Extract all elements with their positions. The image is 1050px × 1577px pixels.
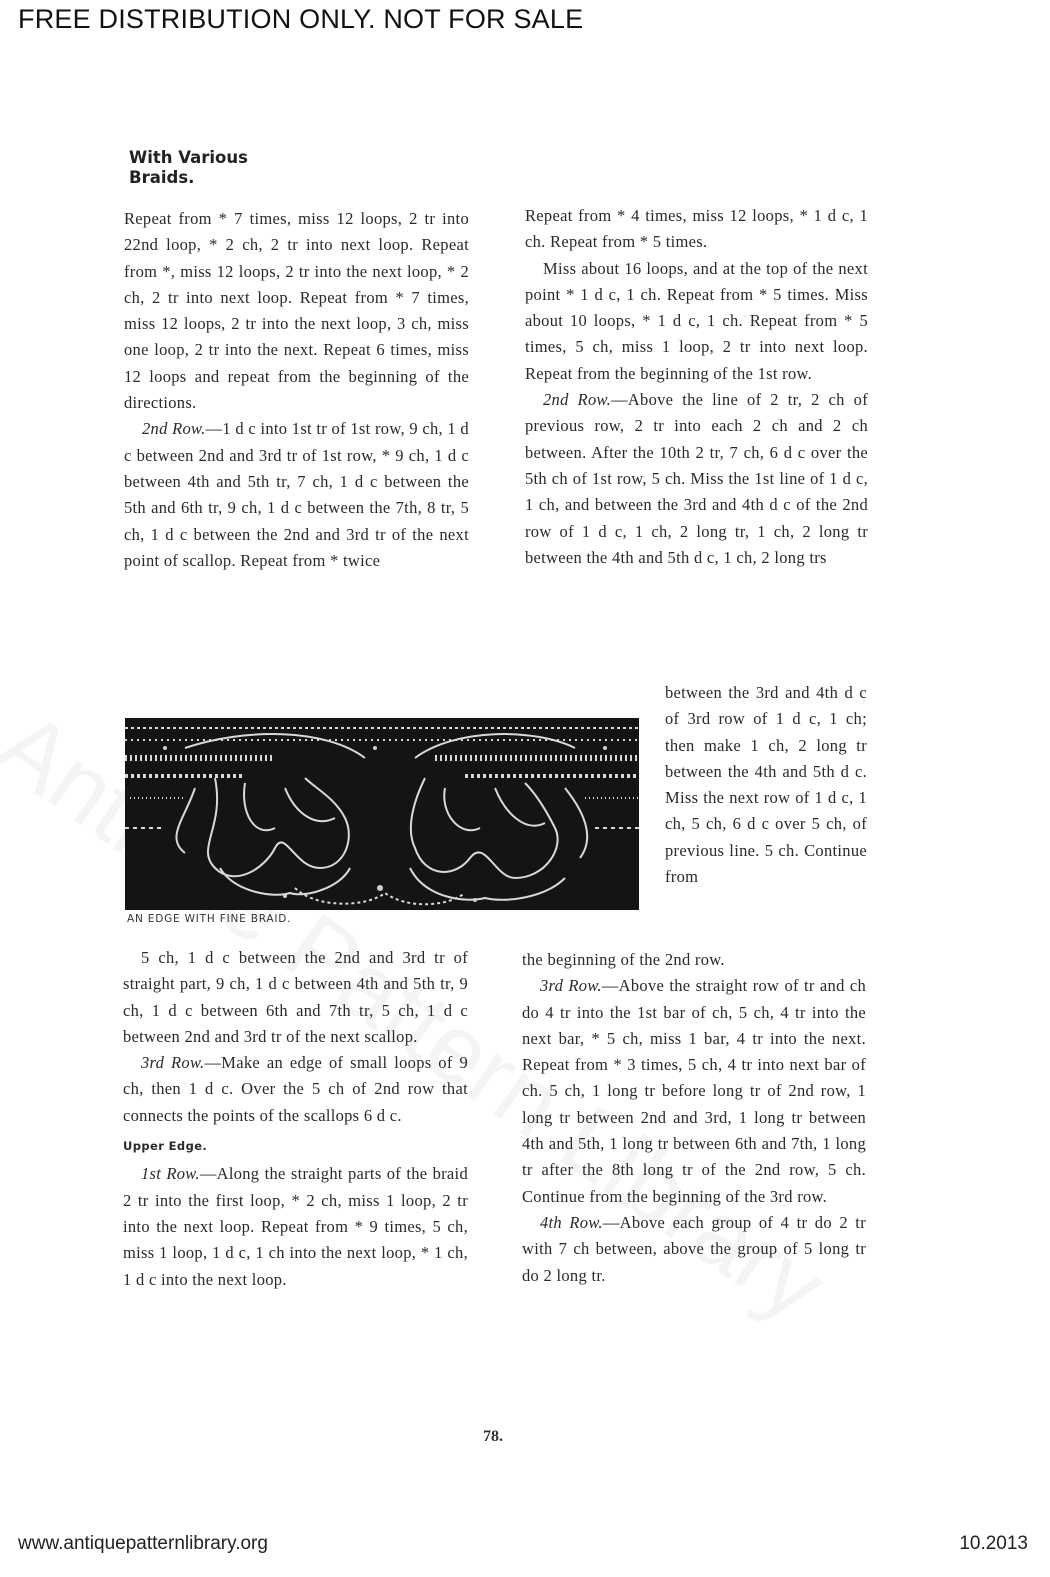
paragraph <box>124 416 469 574</box>
paragraph: Miss about 16 loops, and at the top of the next point * 1 d c, 1 ch. Repeat from * 5 times. Miss about 10 loops, * 1 d c, 1 ch. Repeat from * 5 times, 5 ch, miss 1 loop, 2 tr into next loop. Repeat from the beginning of the 1st row. <box>525 258 868 383</box>
footer-website: www.antiquepatternlibrary.org <box>18 1533 268 1554</box>
figure-caption: AN EDGE WITH FINE BRAID. <box>127 913 292 925</box>
row-label: 3rd Row. <box>141 1053 205 1073</box>
section-title <box>129 148 248 188</box>
section-title-line-2: Braids. <box>129 168 195 187</box>
paragraph: Repeat from * 7 times, miss 12 loops, 2 tr into 22nd loop, * 2 ch, 2 tr into next loop. Repeat from *, miss 12 loops, 2 tr into the next loop, * 2 ch, 2 tr into next loop. Repeat from * 7 times, miss 12 loops, 2 tr into the next loop, 3 ch, miss one loop, 2 tr into the next. Repeat 6 times, miss 12 loops and repeat from the beginning of the directions. <box>124 209 469 413</box>
right-column-narrow <box>665 680 867 890</box>
footer-date: 10.2013 <box>959 1533 1028 1554</box>
paragraph <box>123 1161 468 1292</box>
right-column-top <box>525 203 868 571</box>
row-label: 4th Row. <box>540 1212 603 1232</box>
paragraph <box>522 1210 866 1289</box>
right-column-bottom <box>522 947 866 1289</box>
paragraph <box>522 973 866 1210</box>
paragraph-text: —Above the line of 2 tr, 2 ch of previous row, 2 tr into each 2 ch and 2 ch between. After the 10th 2 tr, 7 ch, 6 d c over the 5th ch of 1st row, 5 ch. Miss the 1st line of 1 d c, 1 ch, and between the 3rd and 4th d c of the 2nd row of 1 d c, 1 ch, 2 long tr, 1 ch, 2 long tr between the 4th and 5th d c, 1 ch, 2 long trs <box>525 390 868 567</box>
paragraph: the beginning of the 2nd row. <box>522 950 725 969</box>
paragraph: 5 ch, 1 d c between the 2nd and 3rd tr of straight part, 9 ch, 1 d c between 4th and 5th tr, 9 ch, 1 d c between 6th and 7th tr, 5 ch, 1 d c between 2nd and 3rd tr of the next scallop. <box>123 948 468 1046</box>
paragraph: between the 3rd and 4th d c of 3rd row of 1 d c, 1 ch; then make 1 ch, 2 long tr between the 4th and 5th d c. Miss the next row of 1 d c, 1 ch, 5 ch, 6 d c over 5 ch, of previous line. 5 ch. Continue from <box>665 683 867 887</box>
distribution-banner: FREE DISTRIBUTION ONLY. NOT FOR SALE <box>18 4 584 34</box>
subheading: Upper Edge. <box>123 1139 208 1154</box>
lace-illustration <box>125 718 639 910</box>
left-column-top <box>124 206 469 574</box>
paragraph-text: —Above each group of 4 tr do 2 tr with 7 ch between, above the group of 5 long tr do 2 long tr. <box>522 1212 866 1285</box>
paragraph-text: —1 d c into 1st tr of 1st row, 9 ch, 1 d c between 2nd and 3rd tr of 1st row, * 9 ch, 1 d c between 4th and 5th tr, 7 ch, 1 d c between the 5th and 6th tr, 9 ch, 1 d c between the 7th, 8 tr, 5 ch, 1 d c between the 2nd and 3rd tr of the next point of scallop. Repeat from * twice <box>124 419 469 570</box>
row-label: 3rd Row. <box>540 976 602 996</box>
page-number: 78. <box>483 1428 503 1445</box>
left-column-bottom <box>123 945 468 1293</box>
paragraph: Repeat from * 4 times, miss 12 loops, * 1 d c, 1 ch. Repeat from * 5 times. <box>525 206 868 252</box>
row-label: 2nd Row. <box>142 419 206 439</box>
paragraph <box>123 1050 468 1129</box>
paragraph-text: —Make an edge of small loops of 9 ch, then 1 d c. Over the 5 ch of 2nd row that connects the points of the scallops 6 d c. <box>123 1053 468 1125</box>
row-label: 2nd Row. <box>543 390 611 410</box>
paragraph-text: —Above the straight row of tr and ch do 4 tr into the 1st bar of ch, 5 ch, 4 tr into the next bar, * 5 ch, miss 1 bar, 4 tr into the next. Repeat from * 3 times, 5 ch, 4 tr into next bar of ch. 5 ch, 1 long tr before long tr of 2nd row, 1 long tr between 2nd and 3rd, 1 long tr between 4th and 5th, 1 long tr between 6th and 7th, 1 long tr after the 8th long tr of the 2nd row, 5 ch. Continue from the beginning of the 3rd row. <box>522 976 866 1206</box>
row-label: 1st Row. <box>141 1164 200 1184</box>
paragraph <box>525 387 868 571</box>
lace-edging-photo <box>125 718 639 910</box>
section-title-line-1: With Various <box>129 148 248 167</box>
paragraph-text: —Along the straight parts of the braid 2 tr into the first loop, * 2 ch, miss 1 loop, 2 tr into the next loop. Repeat from * 9 times, 5 ch, miss 1 loop, 1 d c, 1 ch into the next loop, * 1 ch, 1 d c into the next loop. <box>123 1164 468 1289</box>
